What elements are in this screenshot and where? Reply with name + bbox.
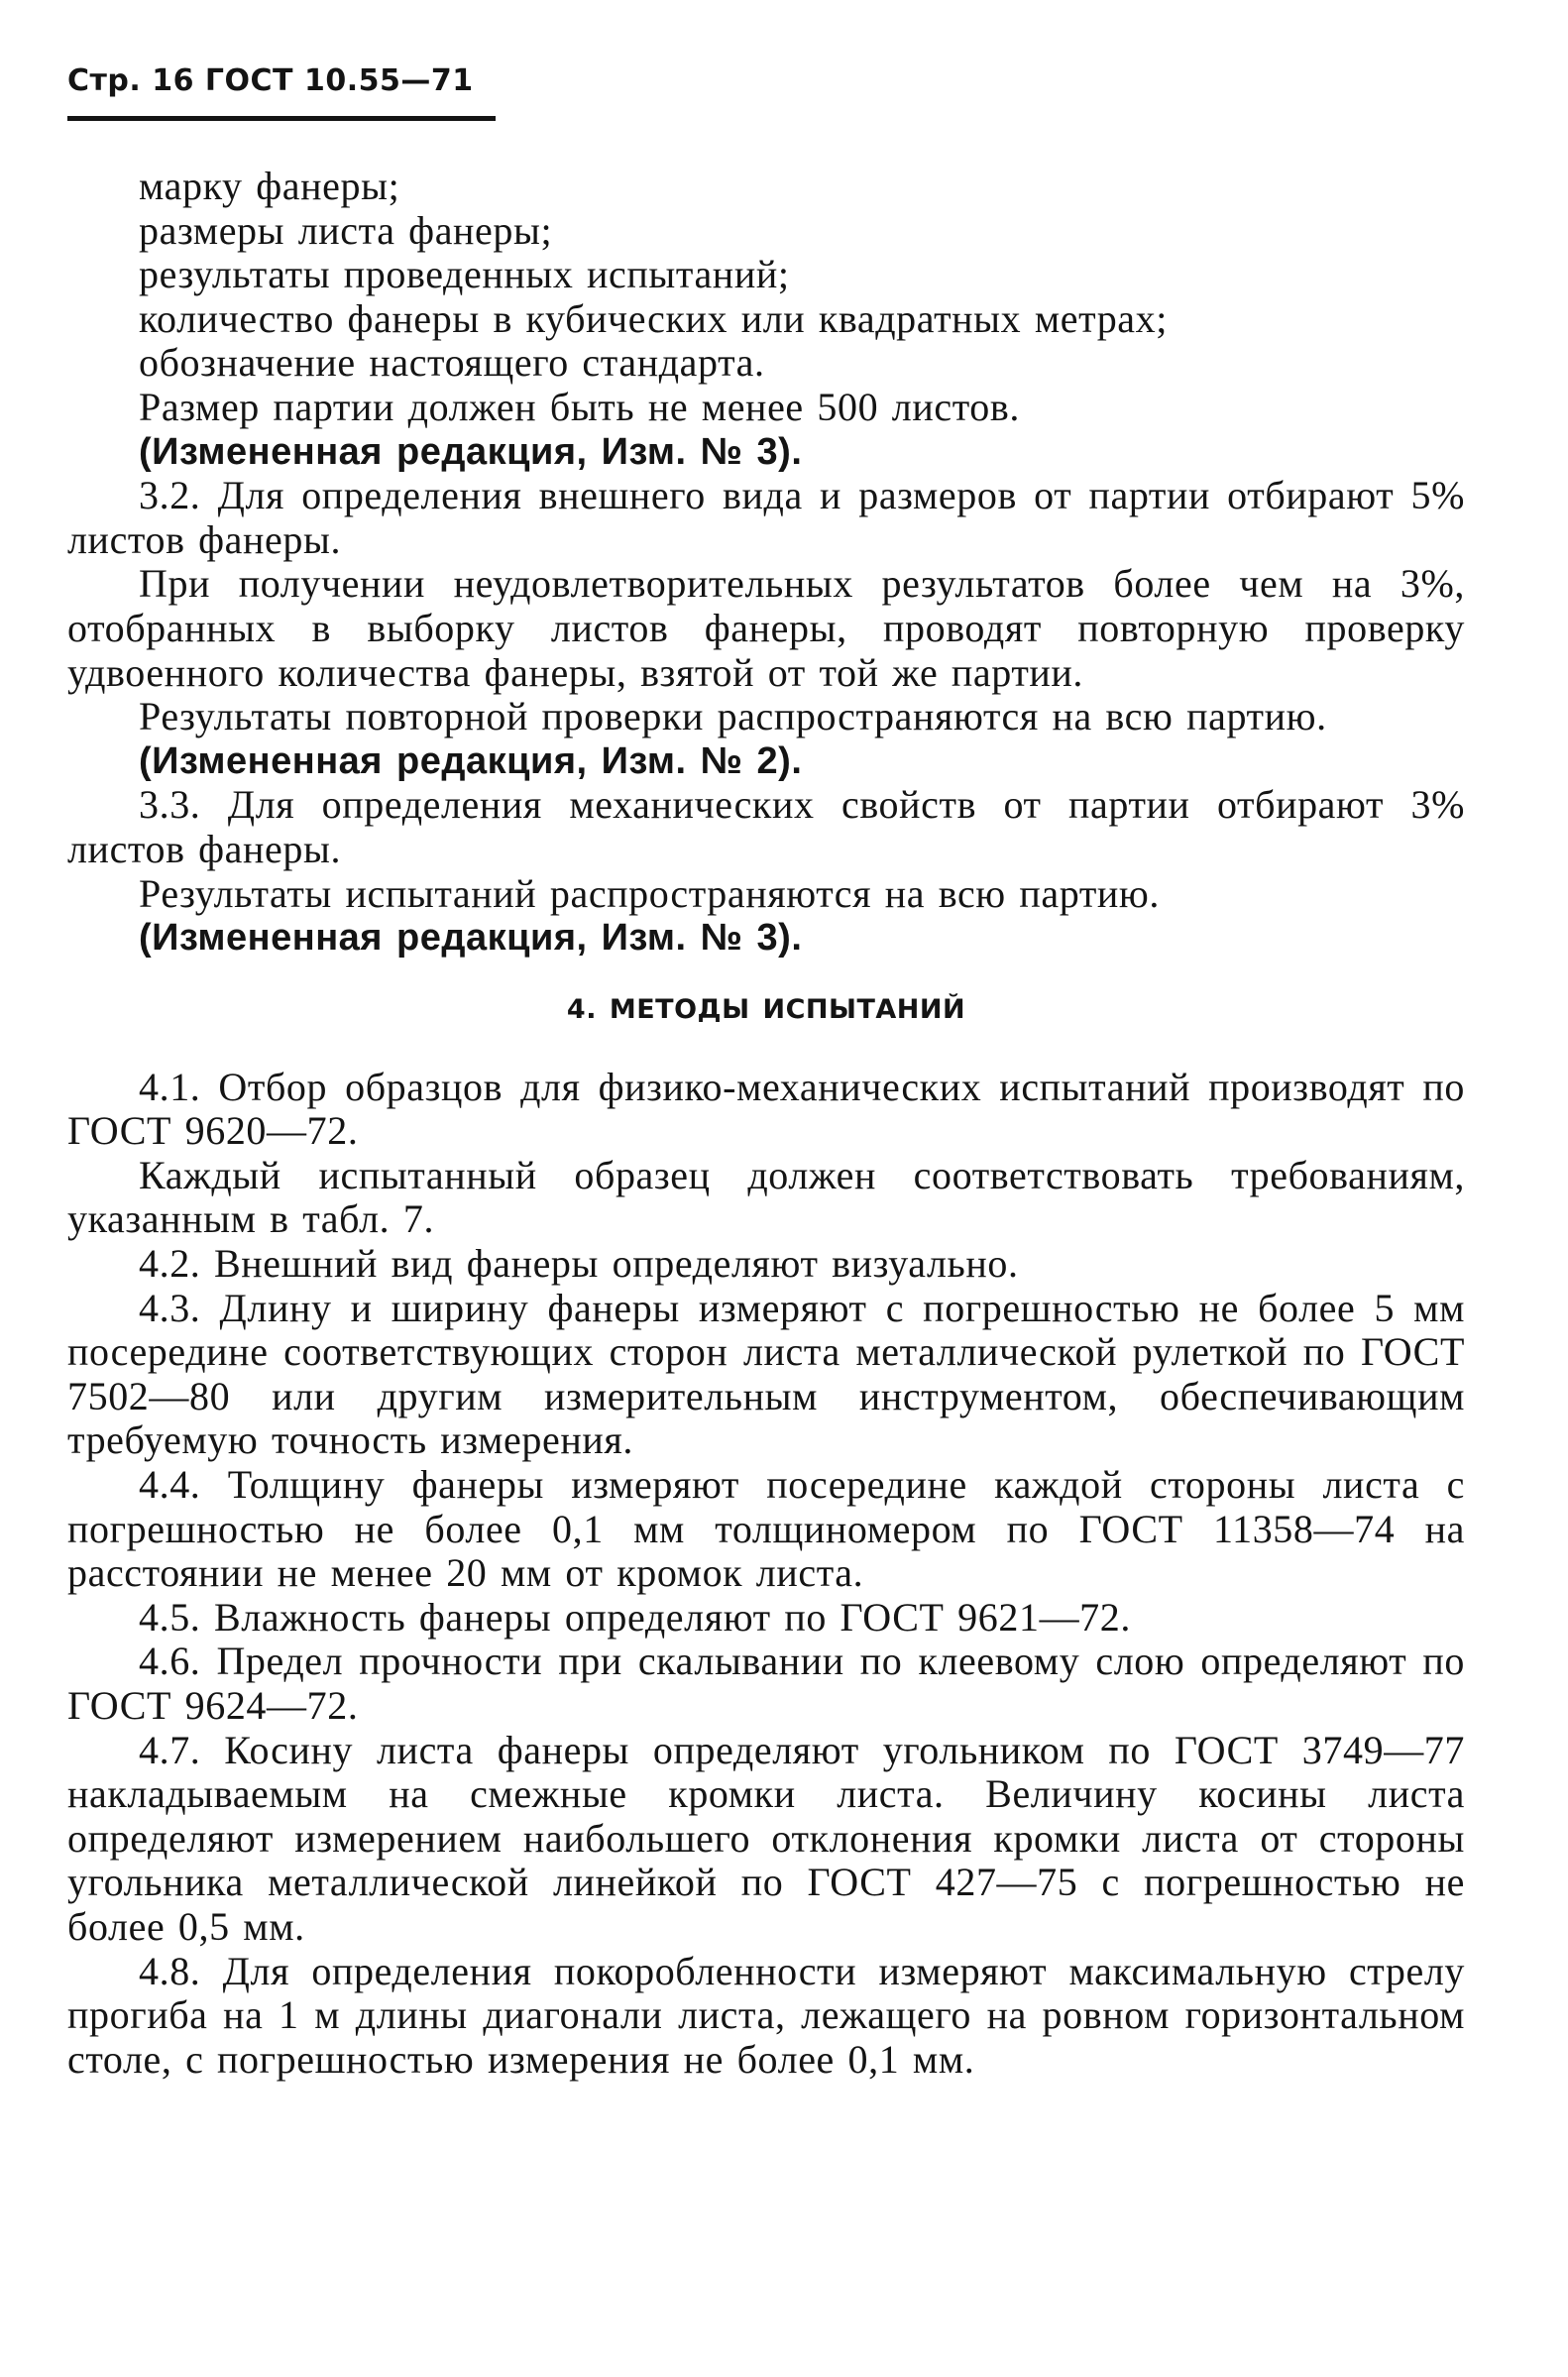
document-body (67, 165, 1465, 2082)
clause-4-1: 4.1. Отбор образцов для физико-механических испытаний производят по ГОСТ 9620—72. (67, 1064, 1465, 1154)
clause-4-4: 4.4. Толщину фанеры измеряют посередине каждой стороны листа с погрешностью не более 0,1 мм толщиномером по ГОСТ 11358—74 на расстоянии не менее 20 мм от кромок листа. (67, 1462, 1465, 1596)
amendment-note: (Измененная редакция, Изм. № 2). (139, 739, 803, 782)
page-header: Стр. 16 ГОСТ 10.55—71 (67, 63, 474, 98)
clause-4-6: 4.6. Предел прочности при скалывании по клеевому слою определяют по ГОСТ 9624—72. (67, 1639, 1465, 1728)
clause-4-7: 4.7. Косину листа фанеры определяют угольником по ГОСТ 3749—77 накладываемым на смежные кромки листа. Величину косины листа определяют измерением наибольшего отклонения кромки листа от стороны угольника металлической линейкой по ГОСТ 427—75 с погрешностью не более 0,5 мм. (67, 1727, 1465, 1949)
list-item: размеры листа фанеры; (139, 207, 553, 253)
amendment-note: (Измененная редакция, Изм. № 3). (139, 917, 803, 960)
clause-3-2-repeat-check: При получении неудовлетворительных результатов более чем на 3%, отобранных в выборку листов фанеры, проводят повторную проверку удвоенного количества фанеры, взятой от той же партии. (67, 561, 1465, 695)
section-heading: 4. МЕТОДЫ ИСПЫТАНИЙ (566, 993, 966, 1025)
amendment-note: (Измененная редакция, Изм. № 3). (139, 430, 803, 473)
list-item: количество фанеры в кубических или квадратных метрах; (139, 295, 1168, 341)
list-item: обозначение настоящего стандарта. (139, 340, 765, 386)
clause-3-3-results: Результаты испытаний распространяются на всю партию. (139, 870, 1160, 916)
list-item: марку фанеры; (139, 164, 400, 208)
batch-size-paragraph: Размер партии должен быть не менее 500 листов. (139, 384, 1020, 429)
clause-4-5: 4.5. Влажность фанеры определяют по ГОСТ 9621—72. (139, 1594, 1131, 1640)
clause-4-1-requirements: Каждый испытанный образец должен соответствовать требованиям, указанным в табл. 7. (67, 1152, 1465, 1242)
clause-3-2-results: Результаты повторной проверки распространяются на всю партию. (139, 694, 1327, 739)
clause-4-3: 4.3. Длину и ширину фанеры измеряют с погрешностью не более 5 мм посередине соответствующих сторон листа металлической рулеткой по ГОСТ 7502—80 или другим измерительным инструментом, обеспечивающим требуемую точность измерения. (67, 1285, 1465, 1463)
header-rule (67, 116, 496, 121)
clause-3-3: 3.3. Для определения механических свойств от партии отбирают 3% листов фанеры. (67, 782, 1465, 871)
clause-4-8: 4.8. Для определения покоробленности измеряют максимальную стрелу прогиба на 1 м длины диагонали листа, лежащего на ровном горизонтальном столе, с погрешностью измерения не более 0,1 мм. (67, 1948, 1465, 2082)
clause-4-2: 4.2. Внешний вид фанеры определяют визуально. (139, 1241, 1019, 1287)
list-item: результаты проведенных испытаний; (139, 252, 790, 297)
clause-3-2: 3.2. Для определения внешнего вида и размеров от партии отбирают 5% листов фанеры. (67, 473, 1465, 562)
